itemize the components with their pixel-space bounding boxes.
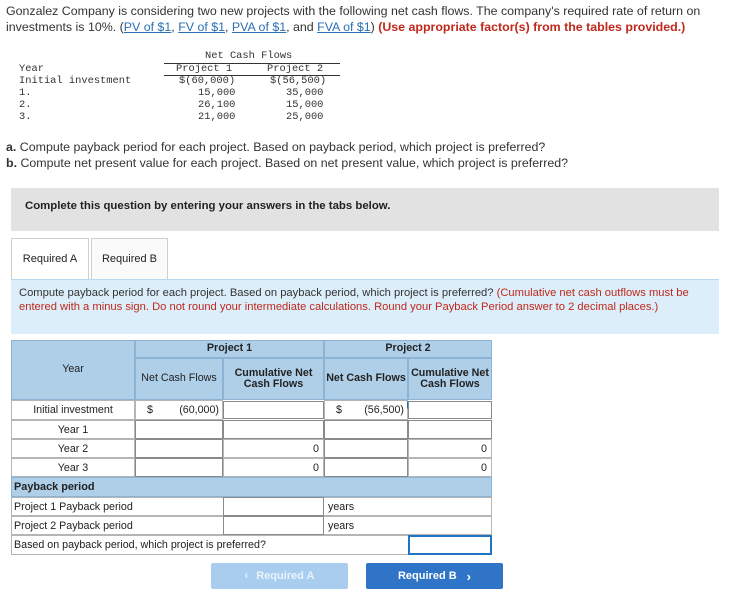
cash-table-p2-header: Project 2	[267, 63, 324, 75]
p2-year3-ncf-input[interactable]	[324, 458, 408, 477]
factor-instruction: (Use appropriate factor(s) from the tables provided.)	[378, 20, 686, 34]
pva-table-link[interactable]: PVA of $1	[231, 20, 287, 34]
project-1-header: Project 1	[135, 340, 324, 358]
p1-payback-input[interactable]	[223, 497, 324, 516]
fv-table-link[interactable]: FV of $1	[178, 20, 226, 34]
next-button[interactable]: Required B ›	[366, 563, 503, 589]
p2-net-cash-flows-header: Net Cash Flows	[324, 358, 408, 400]
question-b: b. Compute net present value for each project. Based on net present value, which project is preferred?	[6, 156, 569, 170]
instructions-banner: Complete this question by entering your answers in the tabs below.	[11, 188, 719, 231]
p1-year3-ncf-input[interactable]	[135, 458, 223, 477]
preferred-project-label: Based on payback period, which project is preferred?	[14, 539, 266, 551]
previous-button[interactable]: ‹ Required A	[211, 563, 348, 589]
p2-year2-ncf-input[interactable]	[324, 439, 408, 458]
p2-initial-value: (56,500)	[364, 404, 404, 416]
cash-row-p2: 35,000	[286, 87, 324, 99]
preferred-project-select[interactable]	[408, 535, 492, 555]
cash-row-year: 2.	[19, 99, 32, 111]
cash-row-p2: 15,000	[286, 99, 324, 111]
p2-cumulative-header: Cumulative Net Cash Flows	[408, 358, 492, 400]
cash-row-p2: $(56,500)	[270, 75, 327, 87]
p2-payback-label: Project 2 Payback period	[14, 519, 133, 532]
cash-row-p1: 21,000	[198, 111, 236, 123]
cash-row-p1: $(60,000)	[179, 75, 236, 87]
cash-row-year: 3.	[19, 111, 32, 123]
fva-table-link[interactable]: FVA of $1	[317, 20, 371, 34]
p1-net-cash-flows-header: Net Cash Flows	[135, 358, 223, 400]
cash-row-year: 1.	[19, 87, 32, 99]
p2-year1-ncf-input[interactable]	[324, 420, 408, 439]
p2-payback-input[interactable]	[223, 516, 324, 535]
row-label: Year 2	[11, 439, 135, 458]
answer-grid	[11, 340, 492, 556]
p1-year2-cumulative: 0	[223, 439, 324, 458]
cash-row-year: Initial investment	[19, 75, 132, 87]
p2-year3-cumulative: 0	[408, 458, 492, 477]
p1-initial-cumulative-input[interactable]	[223, 401, 324, 419]
p2-initial-ncf	[324, 400, 408, 420]
dollar-sign: $	[147, 404, 153, 416]
tab-required-b[interactable]: Required B	[91, 238, 168, 279]
dollar-sign: $	[336, 404, 342, 416]
cash-row-p2: 25,000	[286, 111, 324, 123]
cash-table-title: Net Cash Flows	[205, 50, 293, 62]
p1-initial-value: (60,000)	[179, 404, 219, 416]
question-a: a. Compute payback period for each project. Based on payback period, which project is preferred?	[6, 140, 546, 154]
p1-year3-cumulative: 0	[223, 458, 324, 477]
cash-row-p1: 26,100	[198, 99, 236, 111]
question-prompt	[11, 279, 719, 334]
cash-table-p1-header: Project 1	[176, 63, 233, 75]
pv-table-link[interactable]: PV of $1	[123, 20, 172, 34]
years-unit: years	[328, 500, 355, 513]
intro-line-1: Gonzalez Company is considering two new projects with the following net cash flows. The company's required rate of return on	[6, 4, 701, 18]
p1-year1-ncf-input[interactable]	[135, 420, 223, 439]
p1-payback-label: Project 1 Payback period	[14, 500, 133, 513]
chevron-left-icon: ‹	[244, 570, 249, 582]
cash-table-year-header: Year	[19, 63, 44, 75]
p1-initial-ncf	[135, 400, 223, 420]
row-label: Initial investment	[11, 400, 135, 420]
p1-cumulative-header: Cumulative Net Cash Flows	[223, 358, 324, 400]
row-label: Year 1	[11, 420, 135, 439]
question-list	[6, 139, 568, 171]
cash-row-p1: 15,000	[198, 87, 236, 99]
p2-year2-cumulative: 0	[408, 439, 492, 458]
payback-period-header: Payback period	[11, 477, 492, 497]
year-column-header: Year	[11, 340, 135, 400]
intro-line-2: investments is 10%. (PV of $1, FV of $1, PVA of $1, and FVA of $1) (Use appropriate factor(s) from the tables provided.)	[6, 20, 686, 34]
p1-year2-ncf-input[interactable]	[135, 439, 223, 458]
p2-year1-cumulative-input[interactable]	[408, 420, 492, 439]
row-label: Year 3	[11, 458, 135, 477]
years-unit: years	[328, 519, 355, 532]
prompt-text: Compute payback period for each project. Based on payback period, which project is preferred?	[19, 287, 497, 299]
tab-required-a[interactable]: Required A	[11, 238, 89, 279]
prompt-note: (Cumulative net cash outflows must be entered with a minus sign. Do not round your intermediate calculations. Round your Payback Period answer to 2 decimal places.)	[19, 287, 689, 313]
p2-initial-cumulative-input[interactable]	[408, 401, 492, 419]
project-2-header: Project 2	[324, 340, 492, 358]
chevron-right-icon: ›	[466, 568, 472, 584]
problem-intro	[6, 3, 748, 35]
p1-year1-cumulative-input[interactable]	[223, 420, 324, 439]
